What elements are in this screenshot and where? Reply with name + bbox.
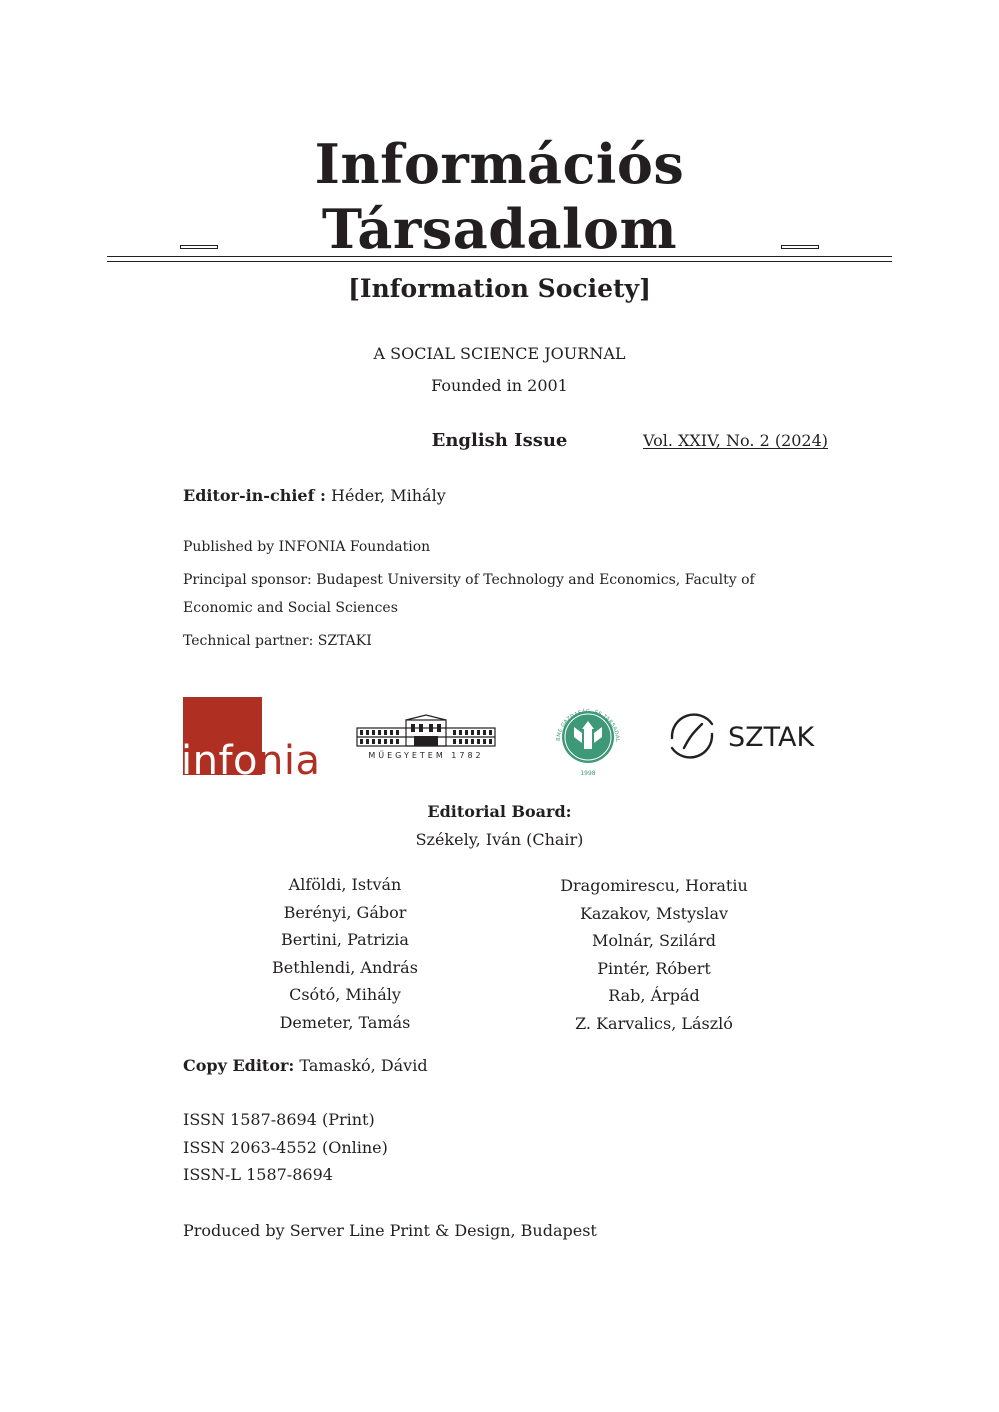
board-member: Bethlendi, András xyxy=(272,957,418,977)
board-member: Bertini, Patrizia xyxy=(281,930,409,949)
bme-gtk-arc-text: BME GAZDASÁG- ÉS TÁRSADAL xyxy=(555,708,621,743)
issue-title: English Issue xyxy=(431,430,568,451)
infonia-logo-text-b: o xyxy=(233,738,259,777)
title-rule-upper xyxy=(107,256,892,257)
editorial-board-left-column xyxy=(220,871,470,1036)
sztaki-logo-text: SZTAKI xyxy=(728,722,816,753)
producer: Produced by Server Line Print & Design, Budapest xyxy=(183,1221,597,1240)
principal-sponsor: Principal sponsor: Budapest University of Technology and Economics, Faculty of Economic and Social Sciences xyxy=(183,572,755,616)
board-member: Berényi, Gábor xyxy=(283,902,407,922)
board-member: Rab, Árpád xyxy=(608,986,700,1005)
published-by: Published by INFONIA Foundation xyxy=(183,539,431,555)
journal-subtitle: [Information Society] xyxy=(348,274,651,303)
title-rule-ornament-left xyxy=(180,245,218,249)
issn-online: ISSN 2063-4552 (Online) xyxy=(183,1138,388,1157)
editorial-board-heading: Editorial Board: xyxy=(427,802,572,821)
board-member: Kazakov, Mstyslav xyxy=(579,903,729,923)
board-member: Pintér, Róbert xyxy=(597,958,711,978)
board-member: Csótó, Mihály xyxy=(289,985,401,1004)
infonia-logo-text-a: inf xyxy=(183,738,234,777)
infonia-logo xyxy=(183,697,325,777)
title-rule-lower xyxy=(107,261,892,262)
editorial-board-right-column xyxy=(529,872,779,1037)
board-member: Z. Karvalics, László xyxy=(575,1013,733,1033)
editor-in-chief xyxy=(183,484,446,508)
issn-linking: ISSN-L 1587-8694 xyxy=(183,1165,333,1184)
journal-tagline: A SOCIAL SCIENCE JOURNAL xyxy=(373,344,626,363)
muegyetem-logo-text: MŰEGYETEM 1782 xyxy=(368,751,484,760)
editor-in-chief-label: Editor-in-chief : xyxy=(183,486,326,505)
journal-title-line1: Információs xyxy=(314,132,685,196)
editorial-board-chair: Székely, Iván (Chair) xyxy=(415,830,584,849)
board-member: Dragomirescu, Horatiu xyxy=(560,876,748,895)
title-rule-ornament-right xyxy=(781,245,819,249)
copy-editor-label: Copy Editor: xyxy=(183,1056,295,1075)
bme-gtk-year: 1998 xyxy=(580,770,596,777)
journal-title-line2: Társadalom xyxy=(321,197,678,261)
copy-editor xyxy=(183,1054,428,1078)
issn-print: ISSN 1587-8694 (Print) xyxy=(183,1110,375,1129)
editor-in-chief-name: Héder, Mihály xyxy=(331,486,446,505)
technical-partner: Technical partner: SZTAKI xyxy=(183,633,372,649)
bme-gtk-logo xyxy=(548,697,628,777)
copy-editor-name: Tamaskó, Dávid xyxy=(299,1056,428,1075)
issue-volume-link[interactable]: Vol. XXIV, No. 2 (2024) xyxy=(643,431,829,450)
board-member: Demeter, Tamás xyxy=(279,1012,411,1032)
journal-founded: Founded in 2001 xyxy=(431,376,568,395)
board-member: Molnár, Szilárd xyxy=(591,931,717,950)
board-member: Alföldi, István xyxy=(288,875,402,894)
svg-text:infonia xyxy=(183,738,321,777)
muegyetem-logo xyxy=(356,714,498,760)
infonia-logo-text-c: nia xyxy=(258,738,321,777)
sztaki-logo xyxy=(666,710,816,762)
